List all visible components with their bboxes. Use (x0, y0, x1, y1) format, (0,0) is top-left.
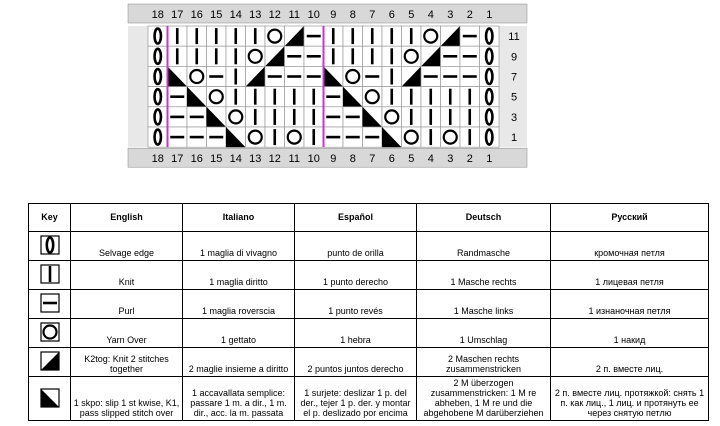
row-number: 3 (510, 111, 518, 124)
key-cell: 1 изнаночная петля (551, 290, 709, 319)
key-cell: 1 лицевая петля (551, 261, 709, 290)
column-number: 3 (447, 153, 454, 166)
key-cell: 1 punto derecho (295, 261, 417, 290)
column-number: 10 (307, 153, 320, 166)
column-number: 12 (268, 153, 281, 166)
key-row-knit (29, 261, 709, 290)
row-number: 9 (510, 51, 518, 64)
key-symbol-cell (29, 232, 71, 261)
skpo-icon (29, 388, 70, 410)
knit-icon (29, 264, 70, 286)
k2tog-icon (29, 351, 70, 373)
key-cell: Selvage edge (71, 232, 183, 261)
key-row-purl (29, 290, 709, 319)
key-cell: 1 накид (551, 319, 709, 348)
column-number: 18 (151, 9, 164, 21)
row-number: 1 (510, 132, 518, 145)
key-symbol-graphic (40, 322, 60, 342)
column-number: 17 (171, 9, 184, 21)
key-cell: 1 hebra (295, 319, 417, 348)
key-symbol-graphic (40, 235, 60, 255)
key-cell: 2 п. вместе лиц. (551, 348, 709, 377)
column-number: 12 (268, 9, 281, 21)
key-cell: K2tog: Knit 2 stitches together (71, 348, 183, 377)
row-number: 5 (510, 91, 518, 104)
column-number: 2 (466, 9, 473, 21)
header-deutsch: Deutsch (417, 204, 551, 232)
key-symbol-cell (29, 319, 71, 348)
key-cell: 1 maglia di vivagno (183, 232, 295, 261)
key-cell: 1 gettato (183, 319, 295, 348)
key-cell: Randmasche (417, 232, 551, 261)
key-cell: 2 M überzogen zusammenstricken: 1 M re abheben, 1 M re und die abgehobene M darüberziehen (417, 377, 551, 421)
column-number: 1 (486, 153, 493, 166)
key-symbol-graphic (40, 388, 60, 408)
key-cell: 1 Masche links (417, 290, 551, 319)
column-number: 6 (388, 153, 395, 166)
column-number: 2 (466, 153, 473, 166)
column-number: 14 (229, 9, 242, 21)
key-symbol-graphic (40, 293, 60, 313)
column-number: 9 (330, 9, 337, 21)
key-cell: 1 punto revés (295, 290, 417, 319)
row-number: 7 (510, 71, 518, 84)
left-margin (128, 26, 148, 147)
key-row-selvage (29, 232, 709, 261)
column-number: 5 (408, 9, 415, 21)
column-number: 11 (288, 9, 300, 21)
key-symbol-cell (29, 377, 71, 421)
key-cell: Purl (71, 290, 183, 319)
column-number: 18 (151, 153, 164, 166)
symbol-key-table (28, 203, 709, 421)
key-cell: 1 Masche rechts (417, 261, 551, 290)
column-number: 15 (210, 9, 223, 21)
key-cell: Yarn Over (71, 319, 183, 348)
key-cell: punto de orilla (295, 232, 417, 261)
header-english: English (71, 204, 183, 232)
column-number: 7 (369, 153, 376, 166)
key-row-k2tog (29, 348, 709, 377)
key-cell: 1 Umschlag (417, 319, 551, 348)
column-number: 8 (349, 153, 356, 166)
key-symbol-cell (29, 348, 71, 377)
yarn-over-icon (29, 322, 70, 344)
knitting-chart (0, 0, 720, 198)
column-number: 4 (427, 9, 434, 21)
key-row-skpo (29, 377, 709, 421)
key-header-row (29, 204, 709, 232)
key-symbol-cell (29, 261, 71, 290)
row-number: 11 (508, 31, 520, 44)
header-russkiy: Русский (551, 204, 709, 232)
header-italiano: Italiano (183, 204, 295, 232)
header-espanol: Español (295, 204, 417, 232)
column-number: 8 (349, 9, 356, 21)
top-column-numbers (128, 4, 527, 23)
key-cell: 1 maglia diritto (183, 261, 295, 290)
key-symbol-graphic (40, 351, 60, 371)
selvage-icon (29, 235, 70, 257)
key-cell: 1 skpo: slip 1 st kwise, K1, pass slipped stitch over (71, 377, 183, 421)
key-symbol-graphic (40, 264, 60, 284)
bottom-column-numbers (128, 148, 527, 167)
column-number: 10 (307, 9, 320, 21)
column-number: 13 (249, 153, 262, 166)
key-cell: 2 Maschen rechts zusammenstricken (417, 348, 551, 377)
purl-icon (29, 293, 70, 315)
column-number: 13 (249, 9, 262, 21)
column-number: 9 (330, 153, 337, 166)
key-row-yarn-over (29, 319, 709, 348)
key-symbol-cell (29, 290, 71, 319)
column-number: 14 (229, 153, 242, 166)
column-number: 5 (408, 153, 415, 166)
column-number: 1 (486, 9, 493, 21)
key-cell: кромочная петля (551, 232, 709, 261)
key-cell: 1 surjete: deslizar 1 p. del der., tejer 1 p. der. y montar el p. deslizado por encima (295, 377, 417, 421)
key-cell: 2 п. вместе лиц. протяжкой: снять 1 п. как лиц., 1 лиц. и протянуть ее через снятую петлю (551, 377, 709, 421)
column-number: 3 (447, 9, 454, 21)
header-key: Key (29, 204, 71, 232)
column-number: 6 (388, 9, 395, 21)
column-number: 16 (190, 153, 203, 166)
right-row-number-area (499, 26, 527, 147)
column-number: 17 (171, 153, 184, 166)
column-number: 7 (369, 9, 376, 21)
column-number: 11 (288, 153, 300, 166)
key-cell: 2 puntos juntos derecho (295, 348, 417, 377)
column-number: 16 (190, 9, 203, 21)
column-number: 4 (427, 153, 434, 166)
key-cell: 1 accavallata semplice: passare 1 m. a dir., 1 m. dir., acc. la m. passata (183, 377, 295, 421)
key-cell: Knit (71, 261, 183, 290)
column-number: 15 (210, 153, 223, 166)
key-cell: 2 maglie insieme a diritto (183, 348, 295, 377)
key-cell: 1 maglia roverscia (183, 290, 295, 319)
